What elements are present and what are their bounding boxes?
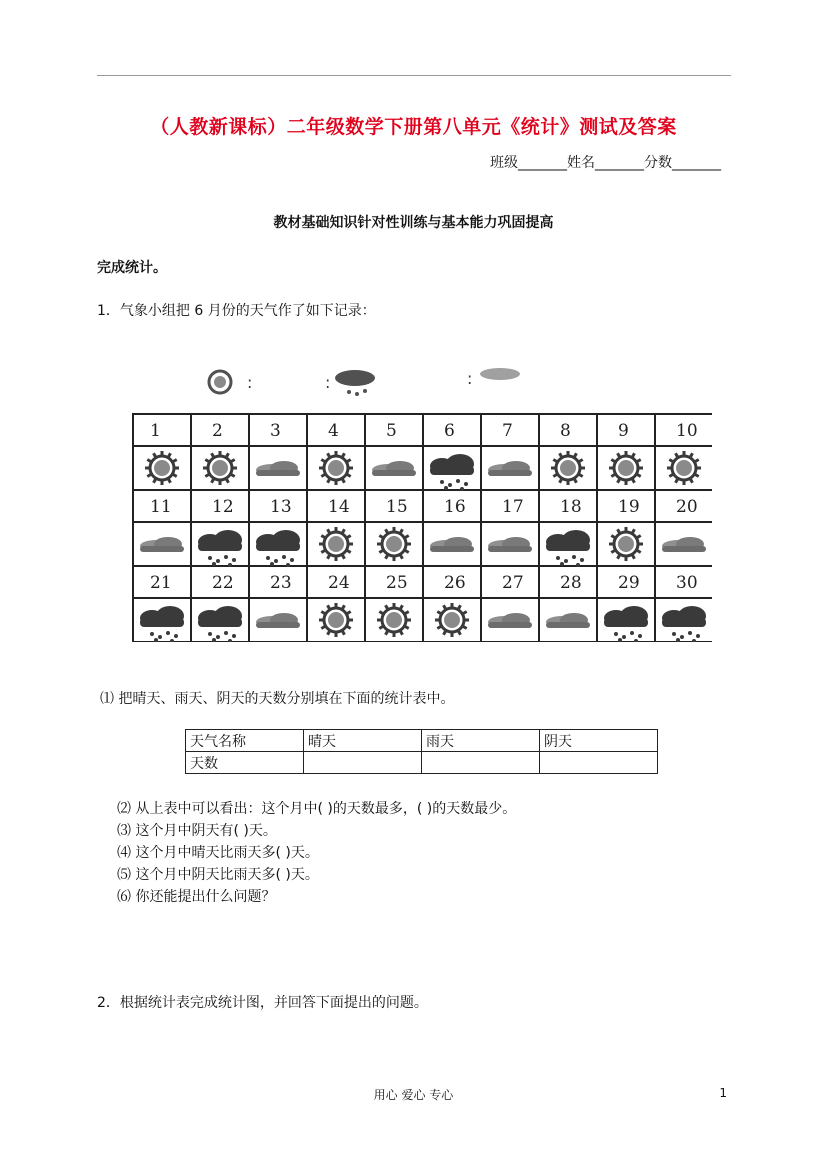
subheading: 教材基础知识针对性训练与基本能力巩固提高 <box>273 215 554 231</box>
calendar-day-number: 26 <box>444 573 466 593</box>
page-number: 1 <box>719 1086 727 1100</box>
calendar-day-number: 21 <box>150 573 172 593</box>
calendar-day-number: 28 <box>560 573 582 593</box>
rain-icon <box>256 530 300 567</box>
svg-text::: : <box>467 369 473 388</box>
sun-icon <box>609 451 643 485</box>
table-answer-cell[interactable] <box>304 752 422 774</box>
cloud-icon <box>546 613 590 628</box>
sun-icon <box>203 451 237 485</box>
header-rule <box>97 75 731 76</box>
calendar-day-number: 3 <box>270 421 281 441</box>
calendar-day-number: 29 <box>618 573 640 593</box>
sun-icon <box>377 603 411 637</box>
calendar-day-number: 20 <box>676 497 698 517</box>
calendar-day-number: 24 <box>328 573 350 593</box>
table-header-cell: 晴天 <box>304 730 422 752</box>
svg-text::: : <box>247 373 253 392</box>
sun-icon <box>319 527 353 561</box>
student-info-line: 班级_______姓名_______分数_______ <box>490 155 721 171</box>
calendar-day-number: 27 <box>502 573 524 593</box>
rain-icon <box>140 606 184 642</box>
calendar-day-number: 15 <box>386 497 408 517</box>
cloud-icon <box>256 613 300 628</box>
sun-icon <box>319 603 353 637</box>
table-answer-cell[interactable] <box>540 752 658 774</box>
sun-icon <box>667 451 701 485</box>
table-row <box>186 752 658 774</box>
cloud-icon <box>662 537 706 552</box>
rain-icon <box>198 606 242 642</box>
calendar-day-number: 22 <box>212 573 234 593</box>
table-header-cell: 雨天 <box>422 730 540 752</box>
subquestion-1: ⑴ 把晴天、雨天、阴天的天数分别填在下面的统计表中。 <box>100 691 455 707</box>
cloud-icon <box>372 461 416 476</box>
page-footer: 用心 爱心 专心 <box>373 1088 454 1102</box>
rain-icon <box>604 606 648 642</box>
weather-legend <box>185 360 585 400</box>
table-header-cell: 阴天 <box>540 730 658 752</box>
rain-icon <box>198 530 242 567</box>
calendar-day-number: 9 <box>618 421 629 441</box>
table-row <box>186 730 658 752</box>
table-answer-cell[interactable] <box>422 752 540 774</box>
rain-icon <box>430 454 474 491</box>
subquestion-6: ⑹ 你还能提出什么问题？ <box>117 889 276 905</box>
legend-sun-icon <box>209 371 231 393</box>
sun-icon <box>551 451 585 485</box>
subquestion-4: ⑷ 这个月中晴天比雨天多( )天。 <box>117 845 319 861</box>
sun-icon <box>145 451 179 485</box>
calendar-day-number: 8 <box>560 421 571 441</box>
calendar-day-number: 30 <box>676 573 698 593</box>
calendar-day-number: 11 <box>150 497 172 517</box>
table-row-label: 天数 <box>186 752 304 774</box>
svg-text::: : <box>325 373 331 392</box>
calendar-day-number: 25 <box>386 573 408 593</box>
legend-rain-icon <box>335 370 375 396</box>
sun-icon <box>377 527 411 561</box>
rain-icon <box>662 606 706 642</box>
cloud-icon <box>488 461 532 476</box>
section-heading: 完成统计。 <box>97 260 167 276</box>
question-1: 1．气象小组把 6 月份的天气作了如下记录： <box>97 303 376 319</box>
question-2: 2．根据统计表完成统计图，并回答下面提出的问题。 <box>97 995 428 1011</box>
calendar-day-number: 6 <box>444 421 455 441</box>
calendar-day-number: 14 <box>328 497 350 517</box>
subquestion-2: ⑵ 从上表中可以看出：这个月中( )的天数最多，( )的天数最少。 <box>117 801 517 817</box>
cloud-icon <box>140 537 184 552</box>
rain-icon <box>546 530 590 567</box>
weather-calendar <box>128 410 712 642</box>
subquestion-3: ⑶ 这个月中阴天有( )天。 <box>117 823 277 839</box>
sun-icon <box>435 603 469 637</box>
weather-stat-table <box>185 729 658 774</box>
sun-icon <box>319 451 353 485</box>
page-title: （人教新课标）二年级数学下册第八单元《统计》测试及答案 <box>150 116 677 138</box>
calendar-day-number: 19 <box>618 497 640 517</box>
cloud-icon <box>256 461 300 476</box>
cloud-icon <box>488 613 532 628</box>
calendar-day-number: 16 <box>444 497 466 517</box>
calendar-day-number: 12 <box>212 497 234 517</box>
cloud-icon <box>488 537 532 552</box>
legend-cloud-icon <box>480 368 520 380</box>
calendar-day-number: 4 <box>328 421 339 441</box>
calendar-day-number: 5 <box>386 421 397 441</box>
calendar-day-number: 1 <box>150 421 161 441</box>
subquestion-list <box>117 798 516 908</box>
calendar-day-number: 10 <box>676 421 698 441</box>
calendar-day-number: 17 <box>502 497 524 517</box>
calendar-day-number: 18 <box>560 497 582 517</box>
cloud-icon <box>430 537 474 552</box>
calendar-day-number: 13 <box>270 497 292 517</box>
subquestion-5: ⑸ 这个月中阴天比雨天多( )天。 <box>117 867 319 883</box>
calendar-day-number: 7 <box>502 421 513 441</box>
sun-icon <box>609 527 643 561</box>
calendar-day-number: 23 <box>270 573 292 593</box>
table-header-cell: 天气名称 <box>186 730 304 752</box>
calendar-day-number: 2 <box>212 421 223 441</box>
